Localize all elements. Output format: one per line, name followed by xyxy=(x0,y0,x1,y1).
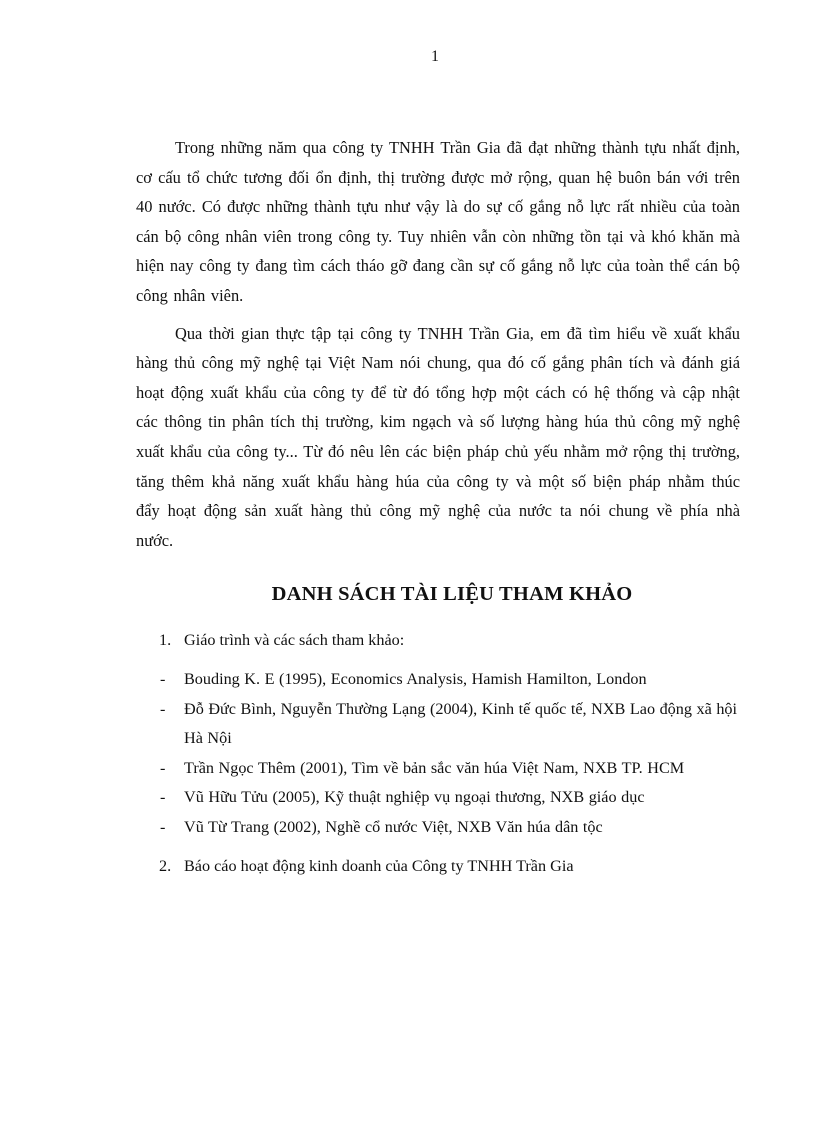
reference-text: Vũ Từ Trang (2002), Nghề cổ nước Việt, NXB Văn húa dân tộc xyxy=(184,817,603,836)
reference-group-1 xyxy=(136,626,740,655)
reference-text: Trần Ngọc Thêm (2001), Tìm về bản sắc văn húa Việt Nam, NXB TP. HCM xyxy=(184,758,685,777)
reference-group-2-label: Báo cáo hoạt động kinh doanh của Công ty TNHH Trần Gia xyxy=(184,857,574,876)
reference-group-1-number: 1. xyxy=(159,631,172,650)
references-section xyxy=(136,626,740,881)
reference-item xyxy=(136,813,740,843)
page-number: 1 xyxy=(431,48,439,65)
reference-list xyxy=(136,665,740,842)
reference-text: Vũ Hữu Tửu (2005), Kỹ thuật nghiệp vụ ngoại thương, NXB giáo dục xyxy=(184,788,645,807)
list-dash: - xyxy=(160,758,166,777)
reference-group-2-number: 2. xyxy=(159,857,172,876)
list-dash: - xyxy=(160,670,166,689)
document-body xyxy=(136,133,740,881)
reference-group-1-label: Giáo trình và các sách tham khảo: xyxy=(184,631,405,650)
reference-text: Bouding K. E (1995), Economics Analysis, Hamish Hamilton, London xyxy=(184,670,647,689)
reference-text: Đỗ Đức Bình, Nguyễn Thường Lạng (2004), Kinh tế quốc tế, NXB Lao động xã hội Hà Nội xyxy=(184,699,738,748)
reference-item xyxy=(136,665,740,695)
reference-item xyxy=(136,783,740,813)
list-dash: - xyxy=(160,699,166,718)
reference-group-2 xyxy=(136,852,740,881)
reference-item xyxy=(136,754,740,784)
reference-item xyxy=(136,695,740,754)
paragraph-summary: Trong những năm qua công ty TNHH Trần Gia đã đạt những thành tựu nhất định, cơ cấu tổ chức tương đối ổn định, thị trường được mở rộng, quan hệ buôn bán với trên 40 nước. Có được những thành tựu như vậy là do sự cố gắng nỗ lực rất nhiều của toàn cán bộ công nhân viên trong công ty. Tuy nhiên vẫn còn những tồn tại và khó khăn mà hiện nay công ty đang tìm cách tháo gỡ đang cần sự cố gắng nỗ lực của toàn thể cán bộ công nhân viên. xyxy=(136,138,740,305)
list-dash: - xyxy=(160,788,166,807)
references-title: DANH SÁCH TÀI LIỆU THAM KHẢO xyxy=(271,583,633,606)
paragraph-internship: Qua thời gian thực tập tại công ty TNHH Trần Gia, em đã tìm hiểu về xuất khẩu hàng thủ công mỹ nghệ tại Việt Nam nói chung, qua đó cố gắng phân tích và đánh giá hoạt động xuất khẩu của công ty để từ đó tổng hợp một cách có hệ thống và cập nhật các thông tin phân tích thị trường, kim ngạch và số lượng hàng húa thủ công mỹ nghệ xuất khẩu của công ty... Từ đó nêu lên các biện pháp chủ yếu nhằm mở rộng thị trường, tăng thêm khả năng xuất khẩu hàng húa của công ty và một số biện pháp nhằm thúc đẩy hoạt động sản xuất hàng thủ công mỹ nghệ của nước ta nói chung về phía nhà nước. xyxy=(136,323,740,550)
list-dash: - xyxy=(160,817,166,836)
